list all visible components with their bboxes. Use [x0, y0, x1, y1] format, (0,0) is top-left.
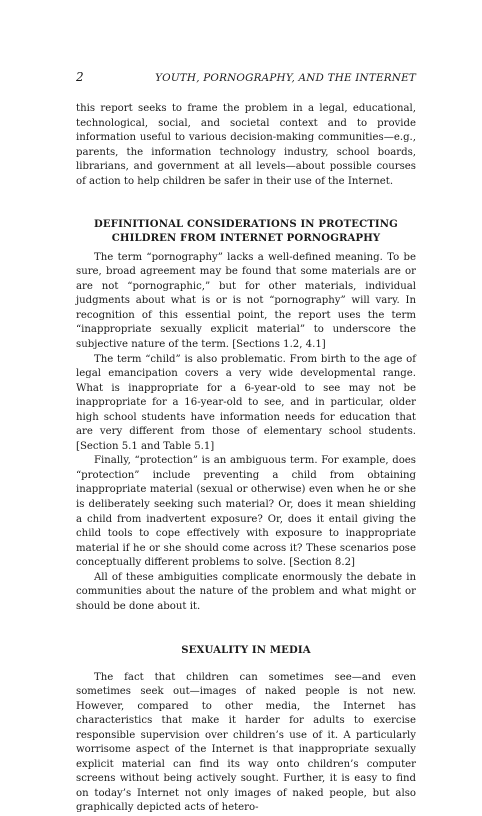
document-page	[76, 70, 416, 816]
paragraph-protection-term: Finally, “protection” is an ambiguous term. For example, does “protection” include preventing a child from obtaining inappropriate material (sexual or otherwise) even when he or she is deliberately seeking such material? Or, does it mean shielding a child from inadvertent exposure? Or, does it entail giving the child tools to cope effectively with exposure to inappropriate material if he or she should come across it? These scenarios pose conceptually different problems to solve. [Section 8.2]	[76, 455, 416, 569]
running-title: YOUTH, PORNOGRAPHY, AND THE INTERNET	[155, 72, 416, 84]
paragraph-child-term: The term “child” is also problematic. From birth to the age of legal emancipation covers a very wide developmental range. What is inappropriate for a 6-year-old to see may not be inappropriate for a 16-year-old to see, and in particular, older high school students have information needs for education that are very different from those of elementary school students. [Section 5.1 and Table 5.1]	[76, 353, 416, 452]
paragraph-ambiguities: All of these ambiguities complicate enormously the debate in communities about the nature of the problem and what might or should be done about it.	[76, 571, 416, 612]
page-number: 2	[76, 70, 84, 84]
section-heading-definitional	[76, 218, 416, 246]
paragraph-sexuality-media: The fact that children can sometimes see—and even sometimes seek out—images of naked people is not new. However, compared to other media, the Internet has characteristics that make it harder for adults to exercise responsible supervision over children’s use of it. A particularly worrisome aspect of the Internet is that inappropriate sexually explicit material can find its way onto children’s computer screens without being actively sought. Further, it is easy to find on today’s Internet not only images of naked people, but also graphically depicted acts of hetero-	[76, 671, 416, 814]
section-heading-line: DEFINITIONAL CONSIDERATIONS IN PROTECTING	[94, 219, 398, 231]
paragraph-pornography-term: The term “pornography” lacks a well-defined meaning. To be sure, broad agreement may be found that some materials are or are not “pornographic,” but for other materials, individual judgments about what is or is not “pornography” will vary. In recognition of this essential point, the report uses the term “inappropriate sexually explicit material” to underscore the subjective nature of the term. [Sections 1.2, 4.1]	[76, 251, 416, 350]
running-header	[76, 70, 416, 86]
section-heading-sexuality	[76, 644, 416, 658]
intro-paragraph: this report seeks to frame the problem in a legal, educational, technological, social, and societal context and to provide information useful to various decision-making communities—e.g., parents, the information technology industry, school boards, librarians, and government at all levels—about possible courses of action to help children be safer in their use of the Internet.	[76, 103, 416, 187]
section-heading-line: CHILDREN FROM INTERNET PORNOGRAPHY	[111, 233, 381, 245]
section-heading-line: SEXUALITY IN MEDIA	[181, 645, 311, 657]
